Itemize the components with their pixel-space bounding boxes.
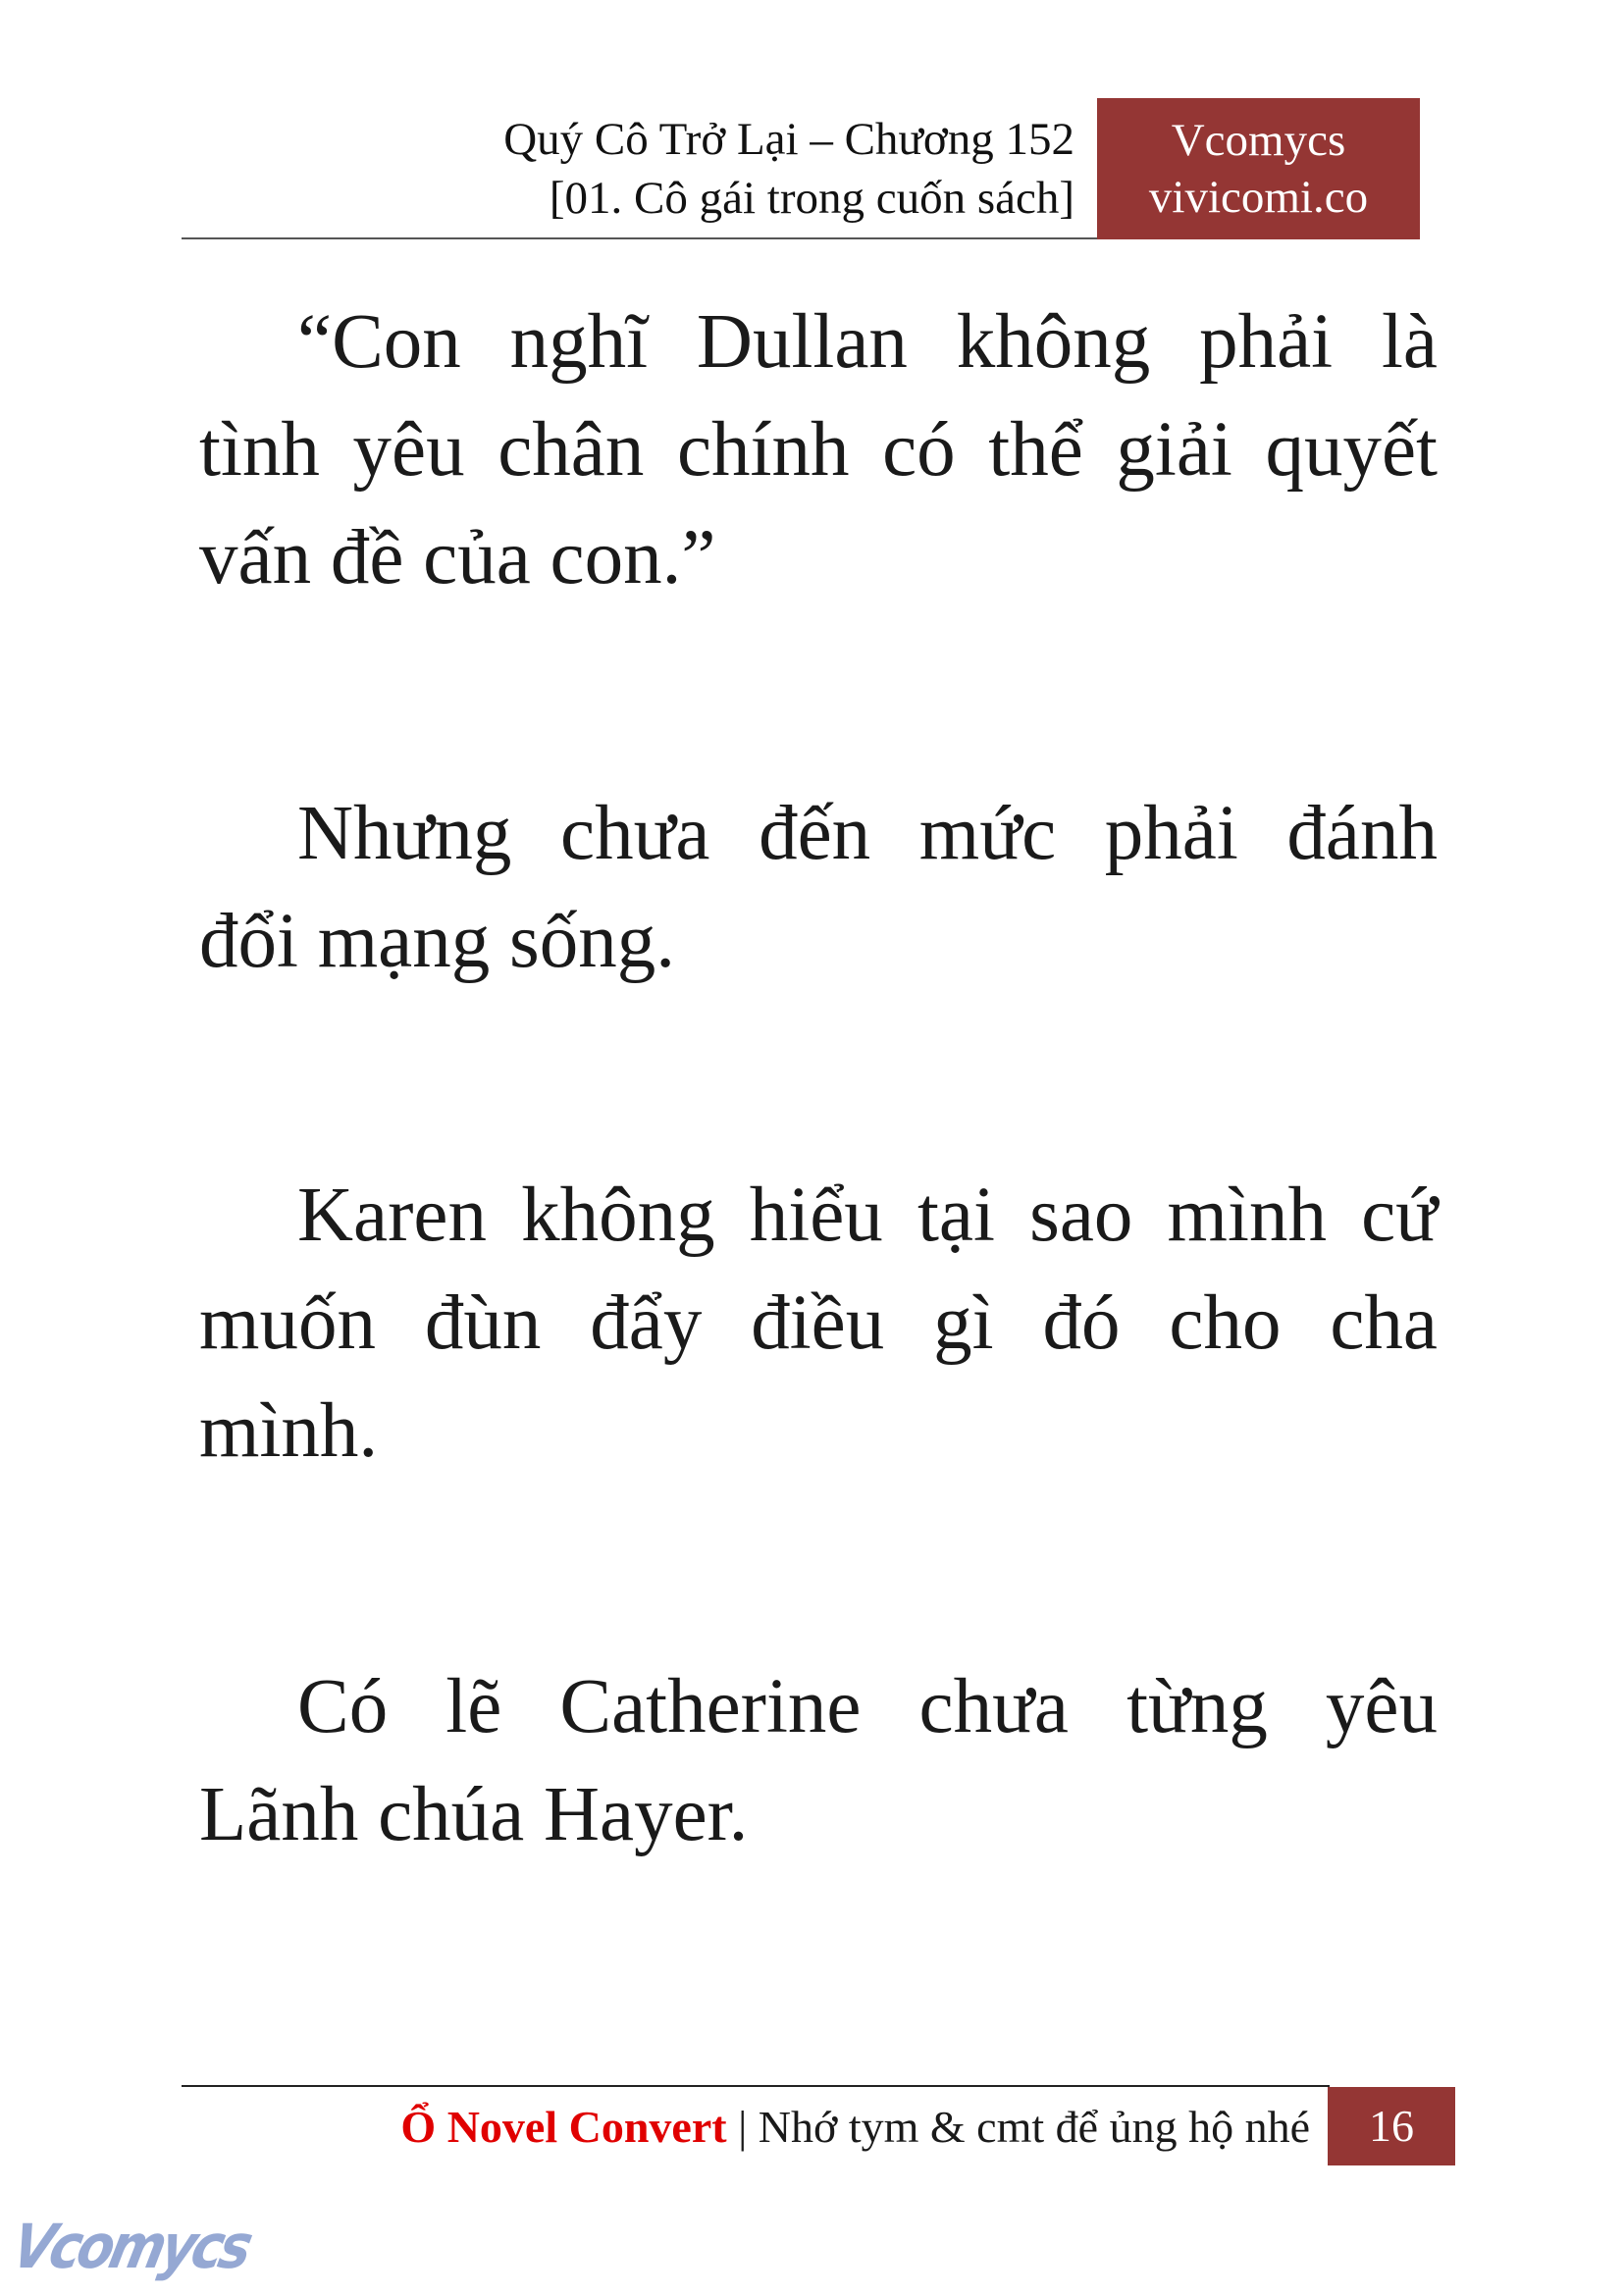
footer-brand: Ổ Novel Convert: [400, 2102, 727, 2152]
footer-message: Nhớ tym & cmt để ủng hộ nhé: [758, 2102, 1310, 2152]
watermark-logo: Vcomycs: [6, 2211, 256, 2282]
page-header-title: [503, 110, 1074, 228]
chapter-title: Quý Cô Trở Lại – Chương 152: [503, 114, 1074, 165]
text-line: mình.: [199, 1388, 379, 1474]
text-line: vấn đề của con.”: [199, 515, 716, 600]
brand-site: vivicomi.co: [1148, 172, 1369, 223]
brand-name: Vcomycs: [1171, 115, 1346, 166]
paragraph-4: [199, 1653, 1438, 1869]
chapter-subtitle: [01. Cô gái trong cuốn sách]: [549, 173, 1074, 224]
text-line: muốn đùn đẩy điều gì đó cho cha: [199, 1280, 1438, 1366]
text-line: “Con nghĩ Dullan không phải là: [297, 299, 1438, 385]
text-line: đổi mạng sống.: [199, 899, 675, 984]
header-brand-box: [1097, 98, 1420, 239]
paragraph-3: [199, 1162, 1438, 1486]
paragraph-1: [199, 288, 1438, 612]
page-number: 16: [1328, 2087, 1455, 2165]
text-line: Nhưng chưa đến mức phải đánh: [297, 791, 1438, 876]
text-line: Lãnh chúa Hayer.: [199, 1772, 749, 1857]
footer-divider: [182, 2085, 1330, 2087]
text-line: tình yêu chân chính có thể giải quyết: [199, 407, 1438, 493]
text-line: Có lẽ Catherine chưa từng yêu: [297, 1664, 1438, 1749]
text-line: Karen không hiểu tại sao mình cứ: [297, 1173, 1438, 1258]
header-divider: [182, 237, 1099, 239]
footer-separator: |: [738, 2102, 748, 2152]
footer-text: [400, 2098, 1310, 2157]
paragraph-2: [199, 780, 1438, 996]
